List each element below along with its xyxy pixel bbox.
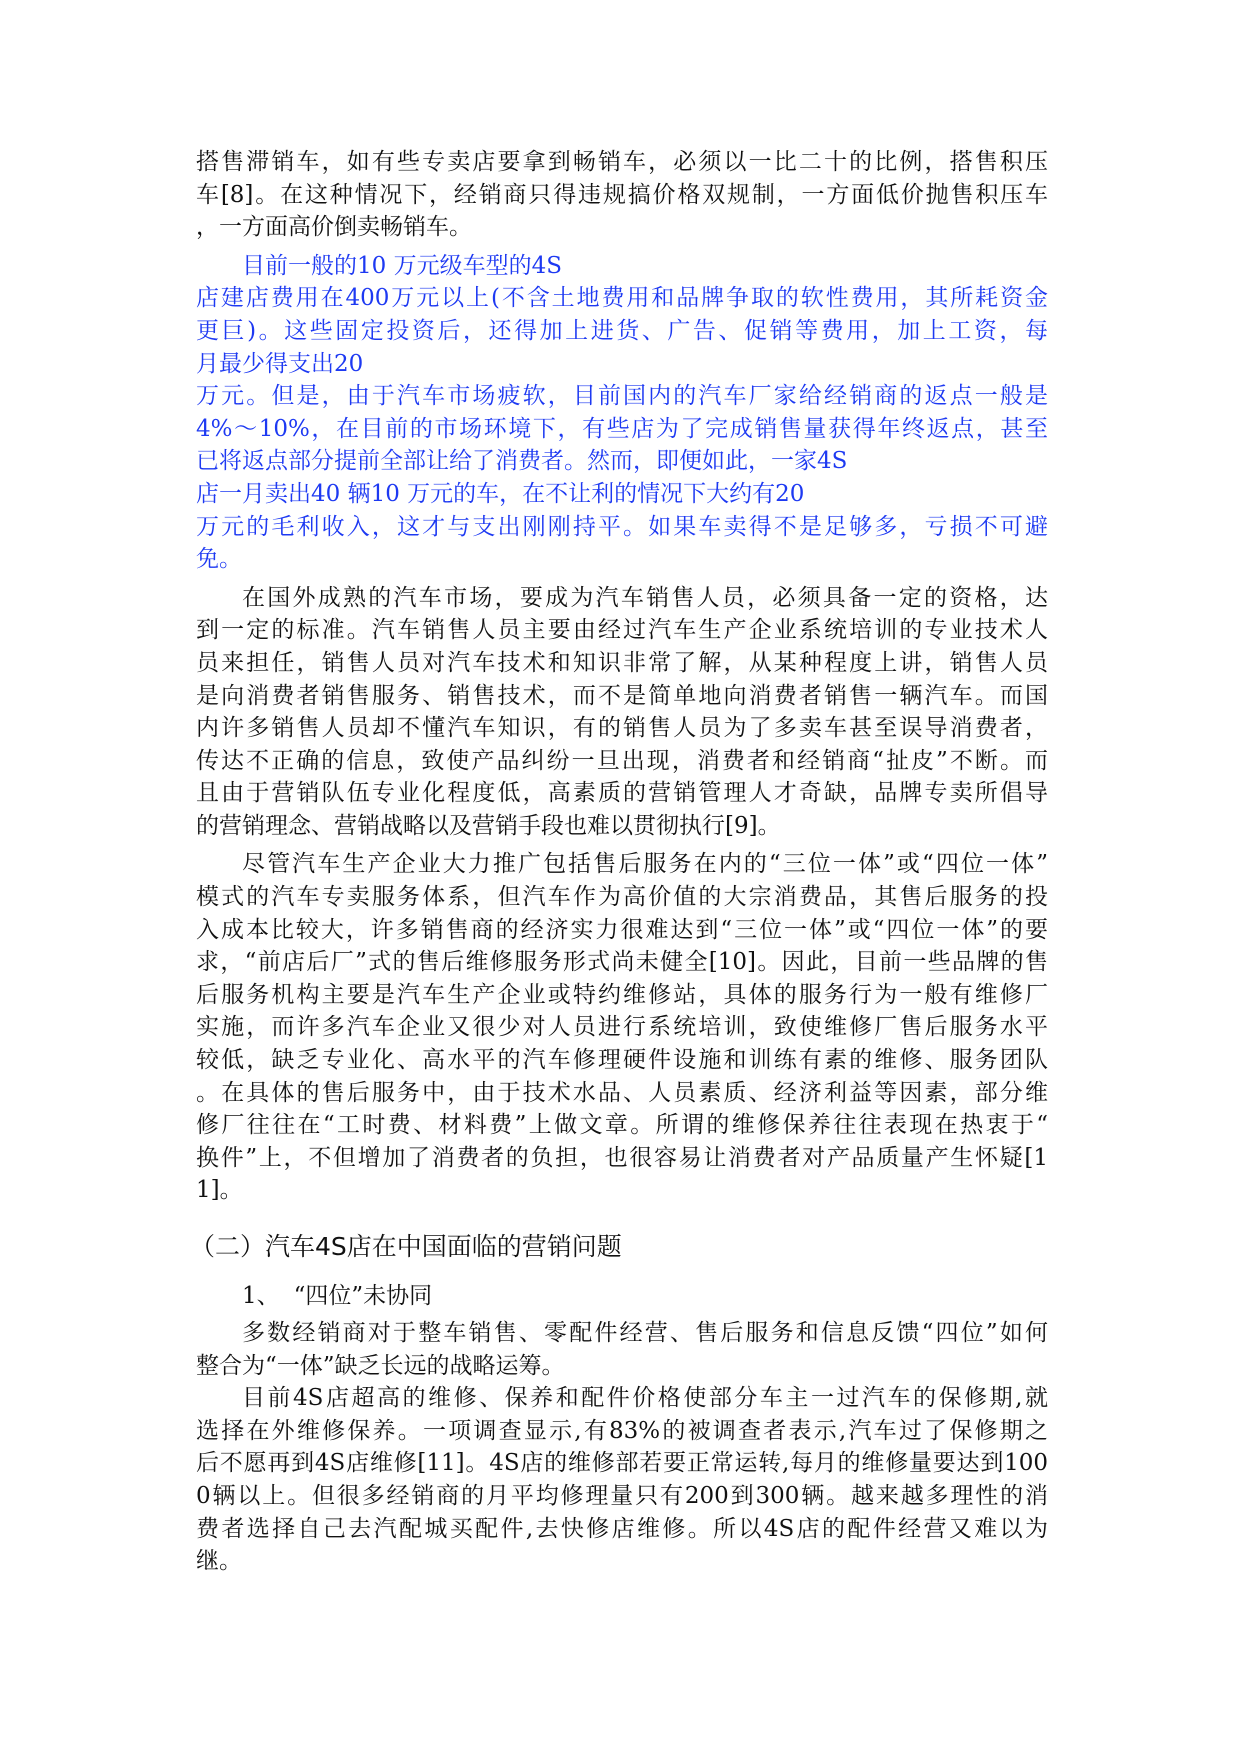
text-line: 更巨)。这些固定投资后，还得加上进货、广告、促销等费用，加上工资，每: [196, 317, 1048, 344]
text-line: 继。: [196, 1548, 242, 1575]
text-line: 店一月卖出40 辆10 万元的车，在不让利的情况下大约有20: [196, 480, 805, 507]
text-line: 入成本比较大，许多销售商的经济实力很难达到“三位一体”或“四位一体”的要: [196, 916, 1048, 943]
text-line: 车[8]。在这种情况下，经销商只得违规搞价格双规制，一方面低价抛售积压车: [196, 181, 1048, 208]
text-line: 模式的汽车专卖服务体系，但汽车作为高价值的大宗消费品，其售后服务的投: [196, 884, 1048, 911]
text-line: 整合为“一体”缺乏长远的战略运筹。: [196, 1352, 565, 1379]
text-line: 较低，缺乏专业化、高水平的汽车修理硬件设施和训练有素的维修、服务团队: [196, 1047, 1048, 1074]
subsection-title: “四位”未协同: [293, 1283, 433, 1309]
text-line: 多数经销商对于整车销售、零配件经营、售后服务和信息反馈“四位”如何: [242, 1320, 1048, 1346]
text-line: 搭售滞销车，如有些专卖店要拿到畅销车，必须以一比二十的比例，搭售积压: [196, 149, 1048, 175]
section-heading: （二）汽车4S店在中国面临的营销问题: [190, 1232, 622, 1261]
text-line: 的营销理念、营销战略以及营销手段也难以贯彻执行[9]。: [196, 812, 781, 839]
subsection-number: 1、: [242, 1283, 280, 1309]
paragraph-3: [196, 582, 1048, 843]
text-line: 修厂往往在“工时费、材料费”上做文章。所谓的维修保养往往表现在热衷于“: [196, 1112, 1048, 1139]
text-line: 且由于营销队伍专业化程度低，高素质的营销管理人才奇缺，品牌专卖所倡导: [196, 780, 1048, 807]
text-line: 在国外成熟的汽车市场，要成为汽车销售人员，必须具备一定的资格，达: [242, 584, 1048, 611]
text-line: 已将返点部分提前全部让给了消费者。然而，即便如此，一家4S: [196, 448, 848, 475]
paragraph-6: [196, 1382, 1048, 1578]
text-line: 0辆以上。但很多经销商的月平均修理量只有200到300辆。越来越多理性的消: [196, 1482, 1048, 1509]
text-line: 传达不正确的信息，致使产品纠纷一旦出现，消费者和经销商“扯皮”不断。而: [196, 747, 1048, 774]
text-line: 店建店费用在400万元以上(不含土地费用和品牌争取的软性费用，其所耗资金: [196, 285, 1048, 312]
text-line: 月最少得支出20: [196, 350, 364, 377]
text-line: 是向消费者销售服务、销售技术，而不是简单地向消费者销售一辆汽车。而国: [196, 682, 1048, 709]
text-line: 4%～10%，在目前的市场环境下，有些店为了完成销售量获得年终返点，甚至: [196, 415, 1048, 442]
text-line: 免。: [196, 546, 242, 573]
text-line: 换件”上，不但增加了消费者的负担，也很容易让消费者对产品质量产生怀疑[1: [196, 1144, 1048, 1171]
text-line: 目前一般的10 万元级车型的4S: [242, 252, 562, 279]
text-line: 内许多销售人员却不懂汽车知识，有的销售人员为了多卖车甚至误导消费者，: [196, 715, 1048, 742]
text-line: 选择在外维修保养。一项调查显示,有83%的被调查者表示,汽车过了保修期之: [196, 1417, 1048, 1444]
text-line: 后服务机构主要是汽车生产企业或特约维修站，具体的服务行为一般有维修厂: [196, 981, 1048, 1008]
text-line: 员来担任，销售人员对汽车技术和知识非常了解，从某种程度上讲，销售人员: [196, 649, 1048, 676]
text-line: ，一方面高价倒卖畅销车。: [196, 214, 472, 241]
text-line: 万元。但是，由于汽车市场疲软，目前国内的汽车厂家给经销商的返点一般是: [196, 383, 1048, 410]
text-line: 1]。: [196, 1177, 243, 1204]
text-line: 到一定的标准。汽车销售人员主要由经过汽车生产企业系统培训的专业技术人: [196, 617, 1048, 644]
text-line: 求，“前店后厂”式的售后维修服务形式尚未健全[10]。因此，目前一些品牌的售: [196, 949, 1048, 976]
paragraph-5: [196, 1317, 1048, 1382]
text-line: 尽管汽车生产企业大力推广包括售后服务在内的“三位一体”或“四位一体”: [242, 851, 1048, 878]
text-line: 。在具体的售后服务中，由于技术水品、人员素质、经济利益等因素，部分维: [196, 1079, 1048, 1106]
text-line: 实施，而许多汽车企业又很少对人员进行系统培训，致使维修厂售后服务水平: [196, 1014, 1048, 1041]
paragraph-4: [196, 848, 1048, 1207]
page-content: [190, 146, 1048, 1578]
text-line: 万元的毛利收入，这才与支出刚刚持平。如果车卖得不是足够多，亏损不可避: [196, 513, 1048, 540]
text-line: 目前4S店超高的维修、保养和配件价格使部分车主一过汽车的保修期,就: [242, 1385, 1048, 1412]
subsection-heading: [196, 1275, 1048, 1317]
text-line: 后不愿再到4S店维修[11]。4S店的维修部若要正常运转,每月的维修量要达到100: [196, 1450, 1048, 1477]
paragraph-2-highlighted: [196, 250, 1048, 576]
paragraph-1: [196, 146, 1048, 244]
text-line: 费者选择自己去汽配城买配件,去快修店维修。所以4S店的配件经营又难以为: [196, 1515, 1048, 1542]
